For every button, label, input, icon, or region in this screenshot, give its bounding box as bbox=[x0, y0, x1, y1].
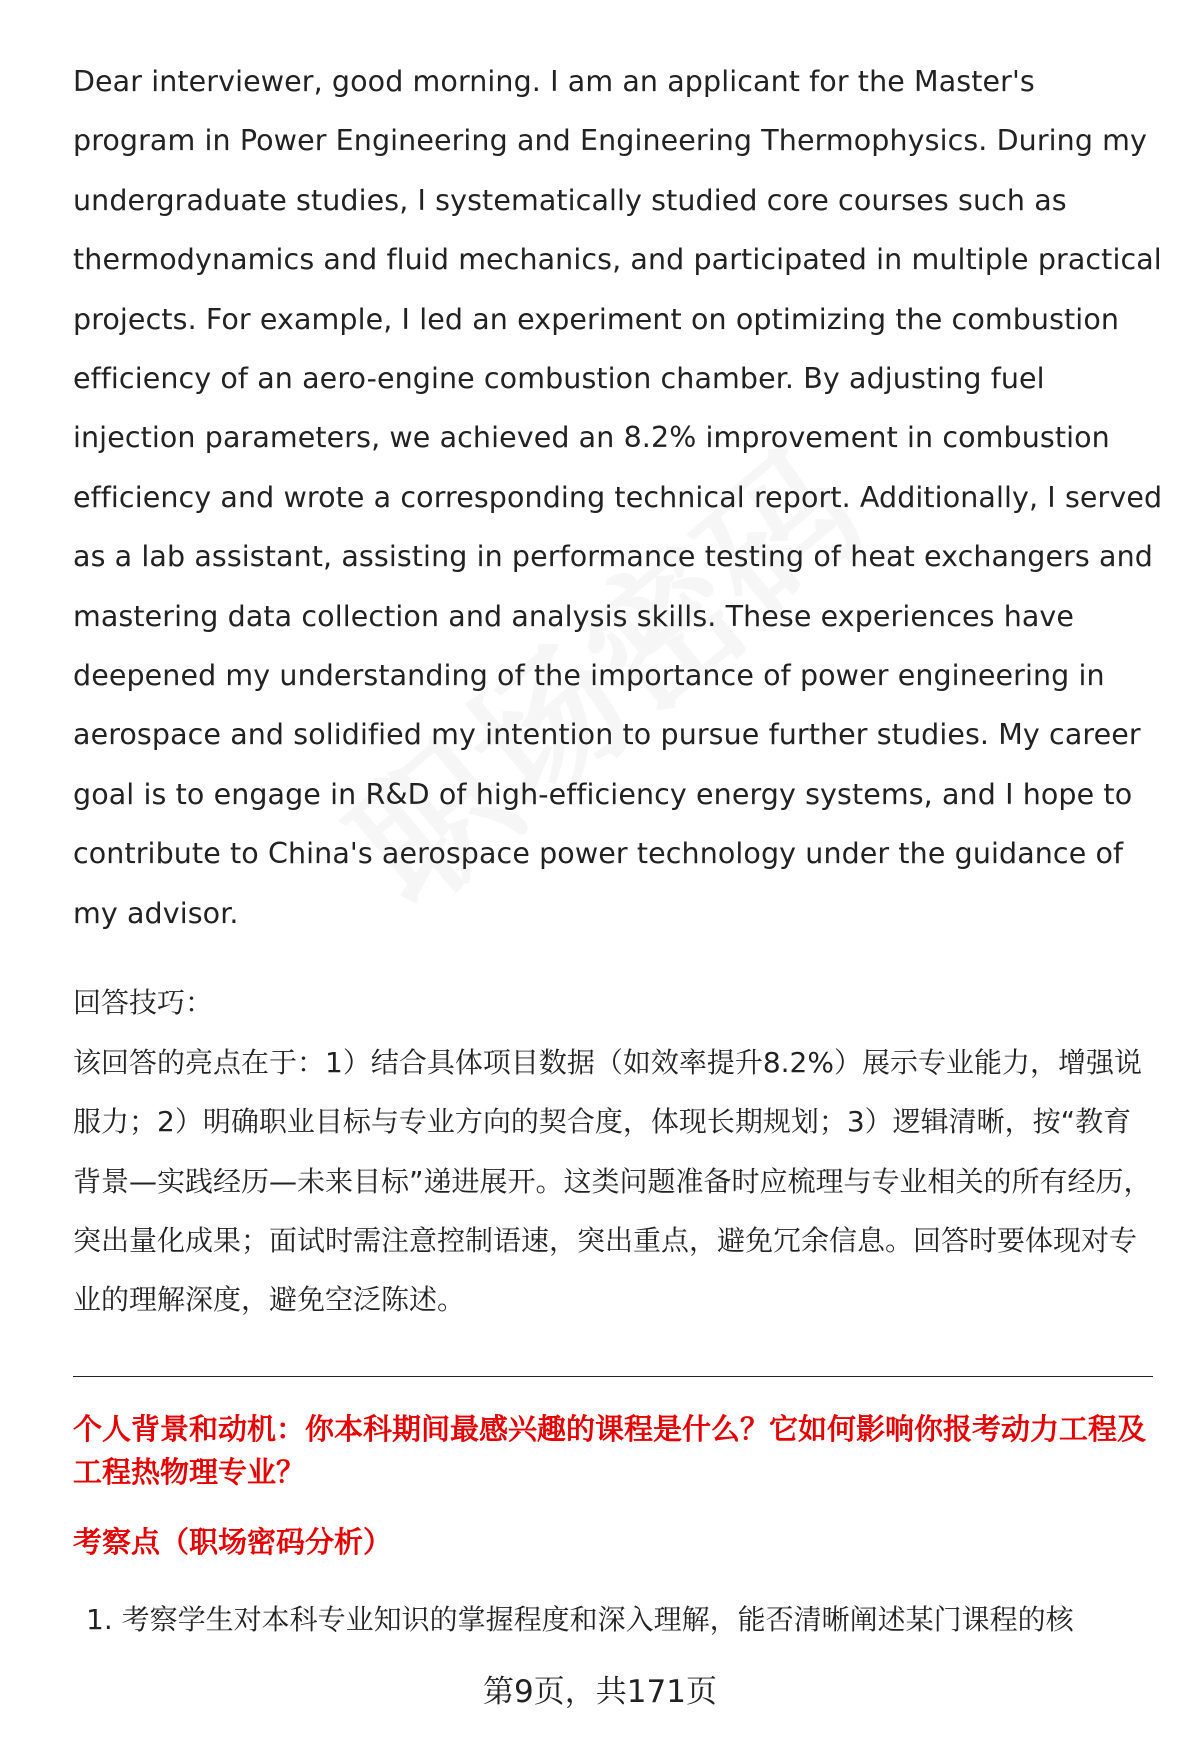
tips-text: 该回答的亮点在于：1）结合具体项目数据（如效率提升8.2%）展示专业能力，增强说服力；2）明确职业目标与专业方向的契合度，体现长期规划；3）逻辑清晰，按“教育背景—实践经历—未来目标”递进展开。这类问题准备时应梳理与专业相关的所有经历，突出量化成果；面试时需注意控制语速，突出重点，避免冗余信息。回答时要体现对专业的理解深度，避免空泛陈述。 bbox=[73, 1046, 1152, 1317]
answer-paragraph: Dear interviewer, good morning. I am an applicant for the Master's program in Power Engineering and Engineering Thermophysics. During my undergraduate studies, I systematically studied core courses such as thermodynamics and fluid mechanics, and participated in multiple practical projects. For example, I led an experiment on optimizing the combustion efficiency of an aero-engine combustion chamber. By adjusting fuel injection parameters, we achieved an 8.2% improvement in combustion efficiency and wrote a corresponding technical report. Additionally, I served as a lab assistant, assisting in performance testing of heat exchangers and mastering data collection and analysis skills. These experiences have deepened my understanding of the importance of power engineering in aerospace and solidified my intention to pursue further studies. My career goal is to engage in R&D of high-efficiency energy systems, and I hope to contribute to China's aerospace power technology under the guidance of my advisor. bbox=[73, 65, 1163, 930]
page-footer: 第9页，共171页 bbox=[483, 1674, 717, 1710]
tips-title: 回答技巧： bbox=[73, 986, 214, 1019]
analysis-heading: 考察点（职场密码分析） bbox=[73, 1525, 393, 1559]
divider bbox=[73, 1376, 1153, 1377]
analysis-item: 1. 考察学生对本科专业知识的掌握程度和深入理解，能否清晰阐述某门课程的核 bbox=[86, 1603, 1074, 1636]
question-heading: 个人背景和动机：你本科期间最感兴趣的课程是什么？它如何影响你报考动力工程及工程热物理专业？ bbox=[73, 1412, 1147, 1489]
